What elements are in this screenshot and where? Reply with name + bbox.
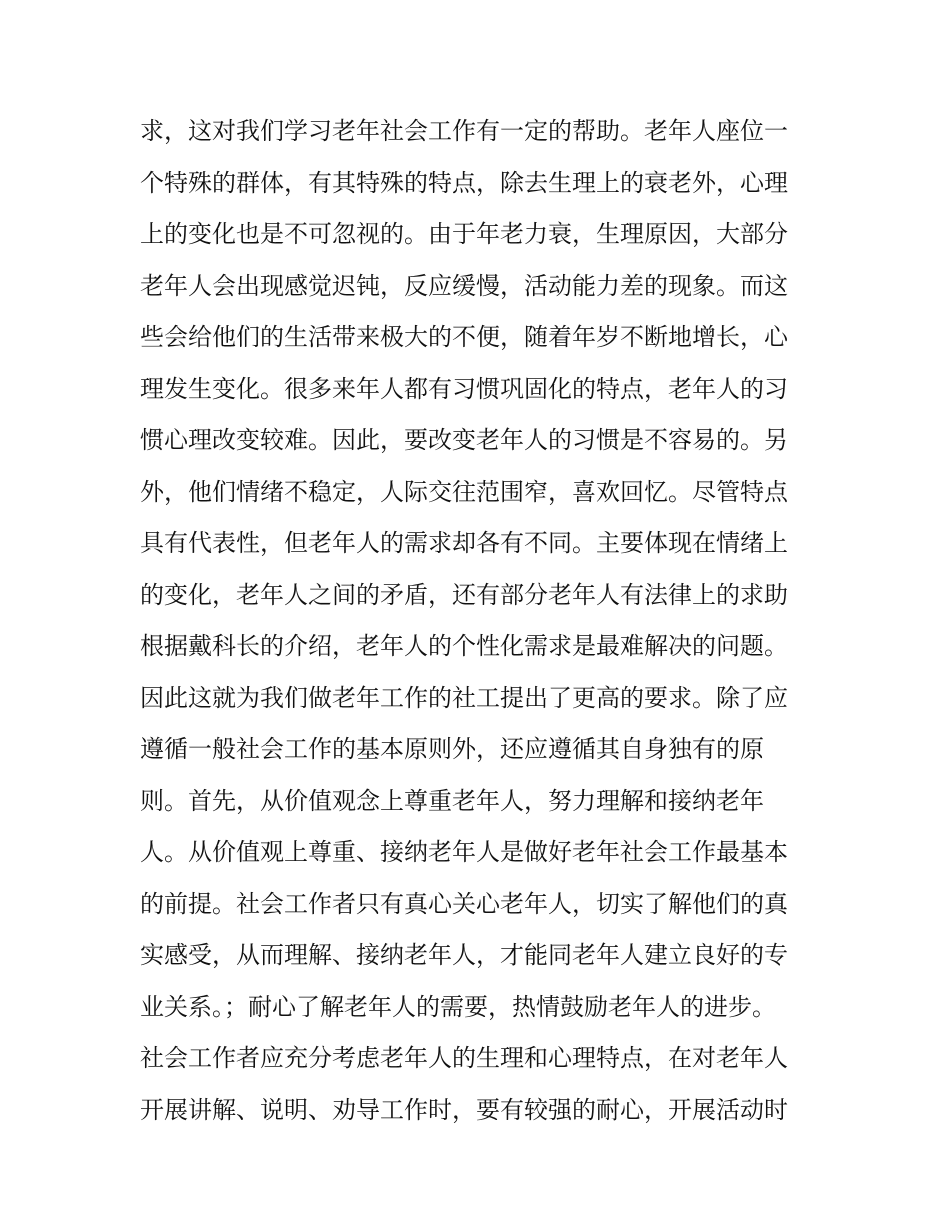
text-line: 的变化，老年人之间的矛盾，还有部分老年人有法律上的求助: [140, 580, 788, 609]
text-line: 开展讲解、说明、劝导工作时，要有较强的耐心，开展活动时: [140, 1095, 788, 1124]
text-line: 个特殊的群体，有其特殊的特点，除去生理上的衰老外，心理: [140, 168, 788, 197]
text-line: 老年人会出现感觉迟钝，反应缓慢，活动能力差的现象。而这: [140, 271, 788, 300]
text-line: 则。首先，从价值观念上尊重老年人，努力理解和接纳老年: [140, 786, 764, 815]
text-line: 人。从价值观上尊重、接纳老年人是做好老年社会工作最基本: [140, 838, 788, 866]
text-line: 遵循一般社会工作的基本原则外，还应遵循其自身独有的原: [140, 735, 764, 763]
text-line: 求，这对我们学习老年社会工作有一定的帮助。老年人座位一: [140, 117, 788, 145]
text-line: 业关系。；耐心了解老年人的需要，热情鼓励老年人的进步。: [140, 992, 776, 1021]
text-line: 实感受，从而理解、接纳老年人，才能同老年人建立良好的专: [140, 941, 788, 969]
text-line: 外，他们情绪不稳定，人际交往范围窄，喜欢回忆。尽管特点: [140, 477, 788, 506]
text-line: 上的变化也是不可忽视的。由于年老力衰，生理原因，大部分: [140, 220, 788, 248]
text-line: 根据戴科长的介绍，老年人的个性化需求是最难解决的问题。: [140, 632, 788, 660]
text-line: 具有代表性，但老年人的需求却各有不同。主要体现在情绪上: [140, 529, 788, 557]
body-text: [140, 106, 820, 1136]
text-line: 的前提。社会工作者只有真心关心老年人，切实了解他们的真: [140, 889, 788, 918]
text-line: 惯心理改变较难。因此，要改变老年人的习惯是不容易的。另: [140, 426, 788, 454]
text-line: 理发生变化。很多来年人都有习惯巩固化的特点，老年人的习: [140, 374, 788, 403]
text-line: 社会工作者应充分考虑老年人的生理和心理特点，在对老年人: [140, 1044, 788, 1072]
text-line: 些会给他们的生活带来极大的不便，随着年岁不断地增长，心: [140, 323, 788, 351]
text-line: 因此这就为我们做老年工作的社工提出了更高的要求。除了应: [140, 683, 788, 712]
